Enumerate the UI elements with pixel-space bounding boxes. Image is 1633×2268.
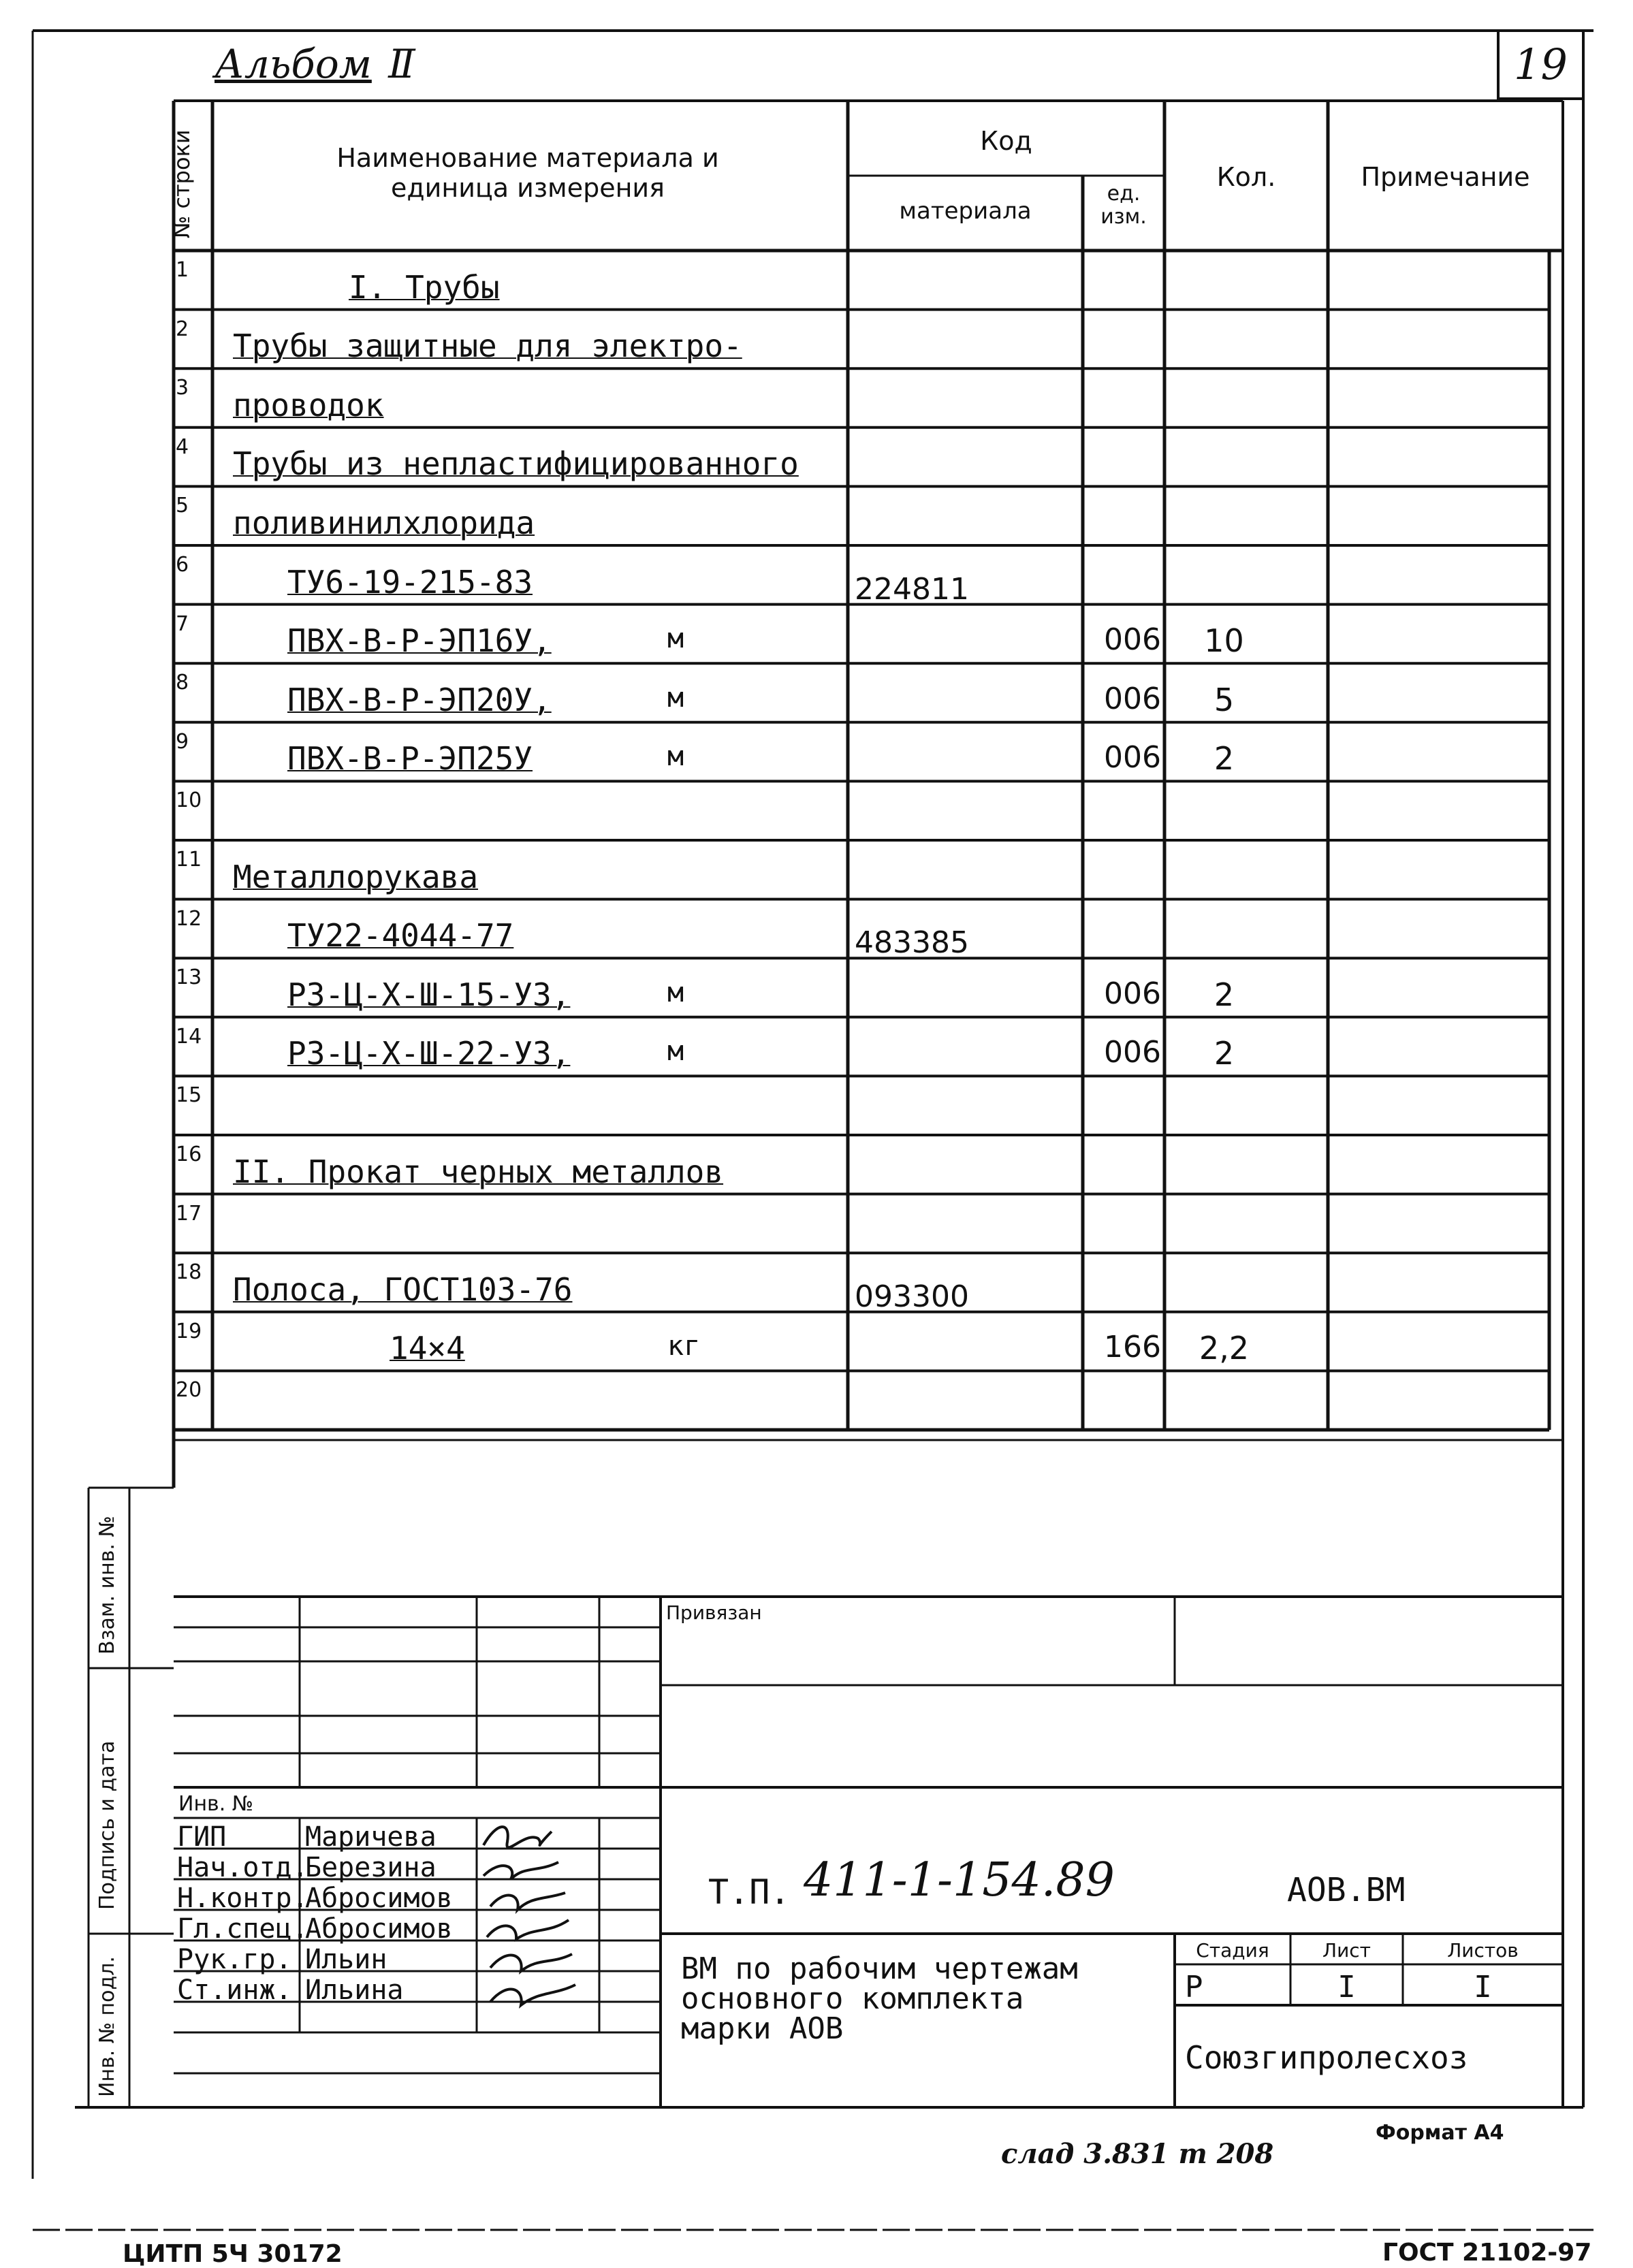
staff-role: ГИП <box>177 1821 227 1853</box>
material-name: проводок <box>233 386 384 424</box>
row-number: 2 <box>176 317 189 341</box>
row-number: 1 <box>176 258 189 282</box>
staff-role: Нач.отд. <box>177 1852 308 1883</box>
stage-label: Стадия <box>1196 1939 1269 1962</box>
unit-code: 006 <box>1104 1035 1161 1070</box>
quantity: 2 <box>1214 740 1235 778</box>
row-number: 7 <box>176 611 189 636</box>
staff-role: Ст.инж. <box>177 1975 292 2006</box>
material-name: Полоса, ГОСТ103-76 <box>233 1271 573 1308</box>
unit-code: 006 <box>1104 740 1161 776</box>
doc-title-line-1: ВМ по рабочим чертежам <box>681 1951 1078 1986</box>
material-name: ПВХ-В-Р-ЭП16У, <box>287 622 552 660</box>
row-number: 15 <box>176 1083 202 1108</box>
quantity: 2 <box>1214 1035 1235 1072</box>
staff-role: Гл.спец. <box>177 1913 308 1945</box>
quantity: 2,2 <box>1199 1330 1250 1367</box>
format-label: Формат А4 <box>1376 2121 1504 2145</box>
row-number: 10 <box>176 788 202 813</box>
doc-title-line-2: основного комплекта <box>681 1981 1024 2016</box>
staff-role: Н.контр. <box>177 1883 308 1914</box>
material-code: 093300 <box>855 1279 969 1314</box>
material-name: I. Трубы <box>349 268 500 306</box>
doc-title-line-3: марки АОВ <box>681 2011 844 2046</box>
material-name: ТУ6-19-215-83 <box>287 563 533 601</box>
doc-code: АОВ.ВМ <box>1287 1871 1406 1909</box>
album-number: Ⅱ <box>388 41 415 87</box>
sheet-number: 19 <box>1514 39 1568 89</box>
unit: м <box>667 623 684 655</box>
staff-name: Абросимов <box>305 1883 453 1914</box>
printer-code: ЦИТП 5Ч 30172 <box>123 2240 343 2268</box>
header-unit: ед. изм. <box>1100 182 1147 229</box>
row-number: 13 <box>176 965 202 990</box>
material-name: ПВХ-В-Р-ЭП20У, <box>287 681 552 718</box>
material-name: ПВХ-В-Р-ЭП25У <box>287 740 533 778</box>
material-name: РЗ-Ц-Х-Ш-15-УЗ, <box>287 976 571 1013</box>
row-number: 16 <box>176 1143 202 1166</box>
row-number: 5 <box>176 494 189 518</box>
row-number: 18 <box>176 1260 202 1285</box>
row-number: 12 <box>176 906 202 931</box>
organization: Союзгипролесхоз <box>1185 2039 1468 2076</box>
staff-name: Ильин <box>305 1944 387 1975</box>
header-note: Примечание <box>1361 162 1530 192</box>
material-name: Металлорукава <box>233 858 479 895</box>
staff-name: Ильина <box>305 1975 404 2006</box>
privyazan-label: Привязан <box>666 1601 762 1624</box>
material-name: 14×4 <box>390 1330 465 1367</box>
material-code: 224811 <box>855 571 969 607</box>
row-number: 4 <box>176 434 189 459</box>
album-label-text: Альбом <box>215 41 372 87</box>
row-number: 19 <box>176 1319 202 1343</box>
unit: м <box>667 741 684 773</box>
side-label-inv-podl: Инв. № подл. <box>95 1956 119 2097</box>
unit-code: 006 <box>1104 681 1161 716</box>
inv-no-label: Инв. № <box>178 1792 254 1816</box>
tp-prefix: Т.П. <box>708 1872 791 1912</box>
quantity: 5 <box>1214 681 1235 718</box>
gost-code: ГОСТ 21102-97 <box>1382 2239 1592 2267</box>
quantity: 2 <box>1214 976 1235 1013</box>
stage-value: Р <box>1185 1970 1203 2005</box>
row-number: 14 <box>176 1024 202 1049</box>
unit-code: 166 <box>1104 1330 1161 1365</box>
sheets-label: Листов <box>1447 1939 1519 1962</box>
archive-number: слад 3.831 т 208 <box>1001 2138 1274 2170</box>
header-row-no: № строки <box>169 129 195 238</box>
unit: м <box>667 976 684 1008</box>
staff-role: Рук.гр. <box>177 1944 292 1975</box>
header-name: Наименование материала и единица измерения <box>336 143 719 203</box>
album-label <box>215 41 415 87</box>
header-qty: Кол. <box>1216 162 1276 192</box>
material-name: II. Прокат черных металлов <box>233 1153 724 1190</box>
unit-code: 006 <box>1104 976 1161 1011</box>
staff-name: Маричева <box>305 1821 437 1853</box>
row-number: 8 <box>176 671 189 695</box>
header-code: Код <box>980 126 1032 156</box>
material-code: 483385 <box>855 925 969 961</box>
material-name: поливинилхлорида <box>233 505 535 541</box>
unit: кг <box>667 1330 701 1362</box>
signatures <box>470 1818 606 2032</box>
side-label-inv-zam: Взам. инв. № <box>95 1516 119 1655</box>
sheet-value: I <box>1337 1970 1356 2005</box>
material-name: Трубы из непластифицированного <box>233 445 799 483</box>
sheets-value: I <box>1474 1970 1492 2005</box>
unit: м <box>667 1036 684 1068</box>
row-number: 6 <box>176 553 189 577</box>
header-material: материала <box>899 197 1032 225</box>
tp-number: 411-1-154.89 <box>804 1853 1115 1907</box>
unit-code: 006 <box>1104 622 1161 658</box>
row-number: 11 <box>176 848 202 872</box>
material-name: ТУ22-4044-77 <box>287 917 514 955</box>
row-number: 9 <box>176 729 189 754</box>
doc-title <box>681 1951 1078 2046</box>
sheet-label: Лист <box>1322 1939 1371 1962</box>
material-name: РЗ-Ц-Х-Ш-22-УЗ, <box>287 1035 571 1072</box>
material-name: Трубы защитные для электро- <box>233 328 742 365</box>
staff-name: Абросимов <box>305 1913 453 1945</box>
row-number: 3 <box>176 376 189 400</box>
row-number: 17 <box>176 1201 202 1226</box>
unit: м <box>667 682 684 714</box>
staff-name: Березина <box>305 1852 437 1883</box>
side-label-sign-date: Подпись и дата <box>95 1740 119 1910</box>
row-number: 20 <box>176 1378 202 1403</box>
quantity: 10 <box>1204 622 1244 660</box>
